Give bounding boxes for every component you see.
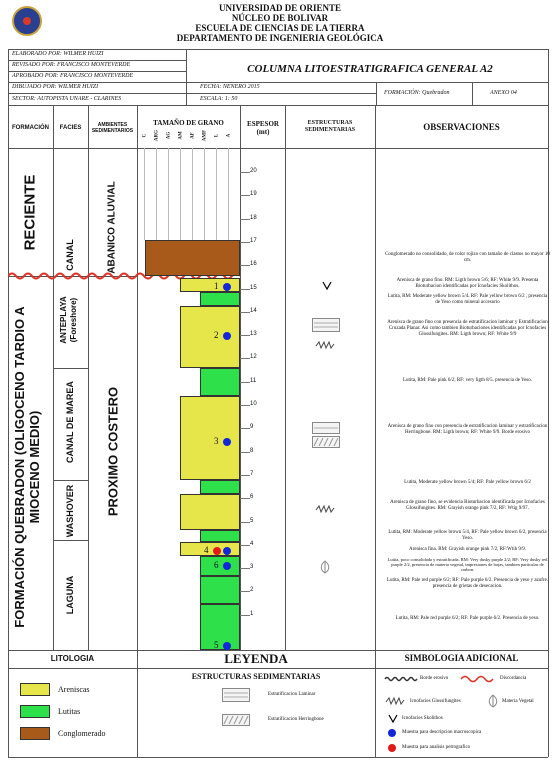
ambientes-header: AMBIENTES SEDIMENTARIOS <box>91 122 134 134</box>
scale-tick <box>240 382 250 383</box>
formacion-label: FORMACIÓN: Quebradon <box>384 90 450 96</box>
obs-arenisca-35: Arenisca fina. RM: Grayish orange pink 7/2, RF:Wtih 9/9. <box>408 547 527 552</box>
leyenda-title: LEYENDA <box>224 651 288 666</box>
scale-tick <box>240 545 250 546</box>
scale-tick-label: 11 <box>250 377 257 384</box>
herringbone-icon <box>222 714 250 726</box>
sample-macro-dot <box>223 547 231 555</box>
scale-tick <box>240 265 250 266</box>
grain-size-label: AG <box>166 131 172 140</box>
obs-lutita-10: Lutita, RM: Pale pink 6/2; RF: very ligth 8/5. presencia de Yeso. <box>402 378 533 383</box>
scale-tick-label: 20 <box>250 168 257 174</box>
sample-macro-dot <box>223 332 231 340</box>
legend-vegetal-label: Materia Vegetal <box>502 699 534 704</box>
borde-erosivo-icon <box>384 675 418 683</box>
discordancia-icon <box>460 675 496 683</box>
legend-herringbone-label: Estratificacion Herringbone <box>268 717 324 722</box>
scale-tick-label: 12 <box>250 354 257 361</box>
obs-lutita-14: Lutita, RM: Moderate yellow brown 5/4. RF: Pale yellow brown 6/2 , presencia de Yeso como mineral accesorio <box>387 294 548 305</box>
scale-tick <box>240 172 250 173</box>
legend-lutitas-swatch <box>20 705 50 718</box>
leaf-icon <box>488 694 498 708</box>
scale-tick <box>240 615 250 616</box>
scale-tick-label: 3 <box>250 564 254 571</box>
tamano-header: TAMAÑO DE GRANO <box>153 119 224 127</box>
formation-quebradon: FORMACIÓN QUEBRADON (OLIGOCENO TARDIO A MIOCENO MEDIO) <box>12 306 42 628</box>
sample-label: 1 <box>214 281 219 291</box>
obs-lutita-6: Lutita, Moderate yellow brown 5/4; RF: Pale yellow brown 6/2 <box>404 480 531 485</box>
scale-tick-label: 18 <box>250 214 257 221</box>
bed-lutita-3 <box>200 556 240 576</box>
obs-conglomerado: Conglomerado no consolidado, de color rojizo con tamaño de clastos no mayor 10 cm. <box>385 252 550 263</box>
scale-tick-label: 2 <box>250 587 254 594</box>
simbologia-title: SIMBOLOGIA ADICIONAL <box>404 653 519 663</box>
scale-tick-label: 1 <box>250 610 254 617</box>
scale-tick <box>240 452 250 453</box>
laminar-icon <box>312 422 340 434</box>
scale-tick <box>240 405 250 406</box>
legend-areniscas-swatch <box>20 683 50 696</box>
column-title: COLUMNA LITOESTRATIGRAFICA GENERAL A2 <box>247 63 493 75</box>
aprobado-label: APROBADO POR: FRANCISCO MONTEVERDE <box>12 73 134 79</box>
bed-arenisca-2 <box>180 306 240 368</box>
revisado-label: REVISADO POR: FRANCISCO MONTEVERDE <box>12 62 131 68</box>
scale-tick <box>240 475 250 476</box>
legend-conglomerado-swatch <box>20 727 50 740</box>
scale-tick-label: 13 <box>250 331 257 338</box>
espesor-header: ESPESOR (mt) <box>247 120 279 136</box>
laminar-icon <box>312 318 340 332</box>
university-logo <box>12 6 42 36</box>
scale-tick <box>240 568 250 569</box>
scale-tick-label: 15 <box>250 284 257 291</box>
grain-size-label: AF <box>190 132 196 139</box>
legend-macro-label: Muestra para descripcion macroscopica <box>402 730 482 735</box>
legend-glossi-label: Icnofacies Glossifungites <box>410 699 461 704</box>
sample-label: 2 <box>214 330 219 340</box>
bed-lutita-2 <box>200 576 240 604</box>
skolithos-icon <box>388 714 398 724</box>
scale-tick-label: 5 <box>250 517 254 524</box>
anexo-label: ANEXO 04 <box>490 90 517 96</box>
skolithos-icon <box>322 281 332 291</box>
sample-label: 6 <box>214 560 219 570</box>
bed-conglomerado <box>145 240 240 276</box>
legend-macro-dot <box>388 729 396 737</box>
observaciones-header: OBSERVACIONES <box>423 122 500 132</box>
scale-tick <box>240 428 250 429</box>
fecha-label: FECHA: NENERO 2015 <box>200 84 260 90</box>
legend-borde-label: Borde erosivo <box>420 676 449 681</box>
school-name: ESCUELA DE CIENCIAS DE LA TIERRA <box>195 23 365 33</box>
estructuras-header: ESTRUCTURAS SEDIMENTARIAS <box>304 120 356 133</box>
scale-tick-label: 9 <box>250 424 254 431</box>
legend-lutitas-label: Lutitas <box>58 707 81 716</box>
bed-lutita-10 <box>200 368 240 396</box>
sample-label: 5 <box>214 640 219 650</box>
elaborado-label: ELABORADO POR: WILMER HUIZI <box>12 51 104 57</box>
legend-skolithos-label: Icnofacies Skolithos <box>402 716 443 721</box>
scale-tick-label: 7 <box>250 470 254 477</box>
scale-tick <box>240 498 250 499</box>
obs-arenisca-1: Arenisca de grano fino. RM: Ligth brown 5/6; RF: White 9/9. Presenta Bioturbacion identificadas por Icnofacies Skolithos. <box>396 278 539 289</box>
facies-canal-marea: CANAL DE MAREA <box>65 381 75 463</box>
leaf-icon <box>320 560 330 574</box>
scale-tick-label: 8 <box>250 447 254 454</box>
legend-areniscas-label: Areniscas <box>58 685 90 694</box>
sample-petro-dot <box>213 547 221 555</box>
obs-lutita-3: Lutita, poco consolidada y estratificada. RM: Very dusky purple 2/2; RF: Very dusky red purple 2/2, presencia de materia vegetal, impresiones de hojas, tambien particulas de carbon. <box>387 557 548 572</box>
sample-macro-dot <box>223 642 231 650</box>
obs-arenisca-2: Arenisca de grano fino con presencia de estratificacion laminar y Estratificacion Cruzada Planar. Asi como tambien Bioturbaciones identificadas por Icnofacies Glossifungites. RM: Ligth brown; RF: White 9/9 <box>387 320 548 337</box>
scale-tick-label: 4 <box>250 540 254 547</box>
scale-tick-label: 16 <box>250 261 257 268</box>
scale-tick-label: 6 <box>250 494 254 501</box>
sample-macro-dot <box>223 438 231 446</box>
scale-tick-label: 14 <box>250 307 257 314</box>
bed-arenisca-35 <box>180 542 240 556</box>
escala-label: ESCALA: 1: 50 <box>200 96 238 102</box>
formation-reciente: RECIENTE <box>21 174 39 251</box>
scale-tick <box>240 312 250 313</box>
sample-macro-dot <box>223 562 231 570</box>
scale-tick <box>240 195 250 196</box>
legend-discordancia-label: Discordancia <box>500 676 527 681</box>
grain-size-label: A <box>226 133 232 138</box>
litologia-title: LITOLOGIA <box>50 654 95 663</box>
bed-lutita-4 <box>200 530 240 542</box>
legend-petro-dot <box>388 744 396 752</box>
formacion-header: FORMACIÓN <box>12 125 49 131</box>
sample-macro-dot <box>223 283 231 291</box>
facies-washover: WASHOVER <box>65 484 75 538</box>
bed-lutita-14 <box>200 292 240 306</box>
glossifungites-icon <box>384 696 408 708</box>
facies-header: FACIES <box>59 125 82 131</box>
facies-laguna: LAGUNA <box>65 575 75 615</box>
glossifungites-icon <box>314 504 338 516</box>
university-name: UNIVERSIDAD DE ORIENTE <box>218 3 342 13</box>
estructuras-legend-title: ESTRUCTURAS SEDIMENTARIAS <box>191 672 321 681</box>
scale-tick <box>240 219 250 220</box>
legend-laminar-label: Estratificacion Laminar <box>268 692 316 697</box>
bed-arenisca-5 <box>180 494 240 530</box>
bed-arenisca-3 <box>180 396 240 480</box>
grain-size-label: L <box>214 133 220 138</box>
obs-arenisca-3: Arenisca de grano fino con presencia de estratificacion laminar y estratificacion Herringbone. RM: Ligth brown; RF: White 9/9. Borde erosivo <box>387 424 548 435</box>
scale-tick-label: 10 <box>250 401 257 407</box>
bed-arenisca-1 <box>180 278 240 292</box>
scale-tick-label: 19 <box>250 191 257 198</box>
herringbone-icon <box>312 436 340 448</box>
scale-tick <box>240 289 250 290</box>
sector-label: SECTOR: AUTOPISTA UNARE - CLARINES <box>12 96 122 102</box>
scale-tick <box>240 591 250 592</box>
bed-lutita-1 <box>200 604 240 650</box>
sample-label: 4 <box>204 545 209 555</box>
laminar-icon <box>222 688 250 702</box>
facies-canal: CANAL <box>65 239 75 271</box>
obs-lutita-4: Lutita, RM: Moderate yellow brown 5/4, RF: Pale yellow brown 6/2, presencia Yeso. <box>388 530 547 541</box>
obs-lutita-1: Lutita, RM: Pale red purple 6/2; RF: Pale purple 6/2. Presencia de yeso. <box>395 616 540 621</box>
scale-tick <box>240 242 250 243</box>
obs-arenisca-5: Arenisca de grano fino, se evidencia Bioturbacion identificada por Icnofacies Glossifungites. RM: Grayish orange pink 7/2, RF: Wtig 9/97. <box>390 500 545 511</box>
sample-label: 3 <box>214 436 219 446</box>
facies-anteplaya: ANTEPLAYA (Foreshore) <box>59 296 78 344</box>
scale-tick <box>240 522 250 523</box>
scale-tick-label: 17 <box>250 237 257 244</box>
scale-tick <box>240 358 250 359</box>
glossifungites-icon <box>314 340 338 352</box>
nucleus-name: NÚCLEO DE BOLIVAR <box>231 13 329 23</box>
legend-conglomerado-label: Conglomerado <box>58 729 106 738</box>
bed-lutita-6 <box>200 480 240 494</box>
grain-size-label: AMF <box>202 129 208 142</box>
legend-petro-label: Muestra para analisis petrografico <box>402 745 471 750</box>
scale-tick <box>240 335 250 336</box>
grain-size-label: C <box>142 133 148 138</box>
grain-size-label: AM <box>178 131 184 140</box>
obs-lutita-2: Lutita, RM: Pale red purple 6/2; RF: Pale purple 6/2. Presencia de yeso y azufre. presencia de grietas de desecacion. <box>386 578 549 589</box>
dibujado-label: DIBUJADO POR: WILMER HUIZI <box>12 84 99 90</box>
department-name: DEPARTAMENTO DE INGENIERIA GEOLÓGICA <box>176 33 384 43</box>
ambiente-abanico: ABANICO ALUVIAL <box>106 181 118 274</box>
ambiente-proximo: PROXIMO COSTERO <box>105 386 121 517</box>
grain-size-label: ARG <box>154 129 160 142</box>
